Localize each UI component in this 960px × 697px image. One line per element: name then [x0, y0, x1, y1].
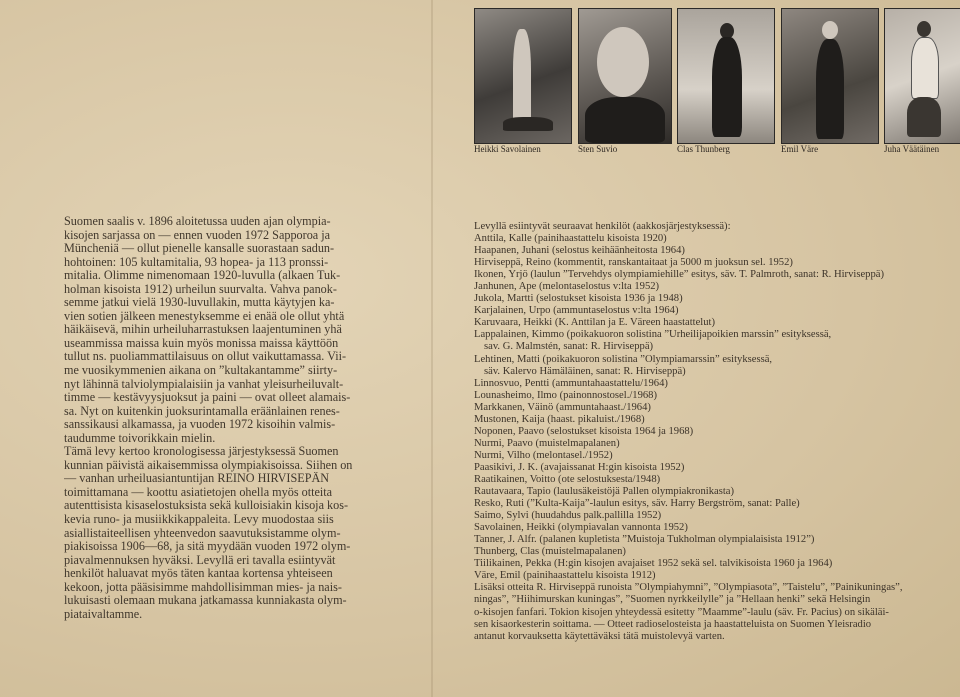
- photo-juha-vaatainen: [884, 8, 960, 144]
- text-line: asiallistaiteellisen yhteenvedon saavutuksistamme olym-: [64, 526, 341, 540]
- text-line: Nurmi, Paavo (muistelmapalanen): [474, 437, 620, 449]
- text-line: Haapanen, Juhani (selostus keihäänheitosta 1964): [474, 245, 685, 257]
- text-line: Raatikainen, Voitto (ote selostuksesta/1948): [474, 473, 661, 485]
- caption-clas-thunberg: Clas Thunberg: [677, 144, 730, 154]
- photo-sten-suvio: [578, 8, 672, 144]
- text-line: me vuosikymmenien aikana on ”kultakantamme” siirty-: [64, 364, 338, 378]
- text-line: Mustonen, Kaija (haast. pikaluist./1968): [474, 413, 645, 425]
- text-line: vien sotien jälkeen menestyksemme ei enää ole ollut yhtä: [64, 309, 345, 323]
- text-line: timme — kestävyysjuoksut ja paini — ovat olleet alamais-: [64, 391, 351, 405]
- text-line: useammissa maissa kuin myös monissa maissa käyttöön: [64, 336, 339, 350]
- text-line: Savolainen, Heikki (olympiavalan vannonta 1952): [474, 522, 688, 534]
- text-line: o-kisojen fanfari. Tokion kisojen yhteydessä esitetty ”Maamme”-laulu (säv. Fr. Pacius) on sikäläi-: [474, 606, 889, 618]
- photo-clas-thunberg: [677, 8, 775, 144]
- text-line: Jukola, Martti (selostukset kisoista 1936 ja 1948): [474, 293, 683, 305]
- text-line: Karjalainen, Urpo (ammuntaselostus v:lta 1964): [474, 305, 679, 317]
- text-line: Karuvaara, Heikki (K. Anttilan ja E. Väreen haastattelut): [474, 317, 716, 329]
- text-line: lukuisasti olemaan mukana jatkamassa kunniakasta olym-: [64, 594, 347, 608]
- text-line: Lappalainen, Kimmo (poikakuoron solistina ”Urheilijapoikien marssin” esityksessä,: [474, 329, 832, 341]
- text-line: toimittamana — koottu asiatietojen ohella myös otteita: [64, 485, 333, 499]
- text-line: holman kisoista 1912) urheilun suurvalta. Vahva panok-: [64, 282, 337, 296]
- text-line: autenttisista kisaselostuksista sekä kulloisiakin kisoja kos-: [64, 499, 349, 513]
- photo-strip: [472, 0, 960, 160]
- page-fold: [431, 0, 433, 697]
- text-line: Resko, Ruti (”Kulta-Kaija”-laulun esitys, säv. Harry Bergström, sanat: Palle): [474, 498, 800, 510]
- text-line: antanut korvauksetta käytettäväksi tätä muistolevyä varten.: [474, 630, 725, 642]
- text-line: piakisoissa 1906—68, ja sitä myydään vuoden 1972 olym-: [64, 540, 351, 554]
- text-line: sanssikausi alkamassa, ja vuoden 1972 kisoihin valmis-: [64, 418, 336, 432]
- text-line: kevia runo- ja musiikkikappaleita. Levy muodostaa siis: [64, 513, 334, 527]
- photo-emil-vare: [781, 8, 879, 144]
- text-line: Noponen, Paavo (selostukset kisoista 1964 ja 1968): [474, 425, 694, 437]
- text-line: — vanhan urheiluasiantuntijan REINO HIRVISEPÄN: [64, 472, 330, 486]
- text-line: säv. Kalervo Hämäläinen, sanat: R. Hirviseppä): [484, 365, 686, 377]
- intro-text: [64, 215, 396, 621]
- text-line: Markkanen, Väinö (ammuntahaast./1964): [474, 401, 651, 413]
- caption-emil-vare: Emil Väre: [781, 144, 819, 154]
- text-line: Ikonen, Yrjö (laulun ”Tervehdys olympiamiehille” esitys, säv. T. Palmroth, sanat: R. Hirviseppä): [474, 269, 884, 281]
- text-line: sen kisaorkesterin soittama. — Otteet radioselosteista ja haastatteluista on Suomen Yleisradio: [474, 618, 872, 630]
- text-line: Tanner, J. Alfr. (palanen kupletista ”Muistoja Tukholman olympialaisista 1912”): [474, 534, 815, 546]
- text-line: Lounasheimo, Ilmo (painonnostosel./1968): [474, 389, 658, 401]
- photo-heikki-savolainen: [474, 8, 572, 144]
- text-line: Levyllä esiintyvät seuraavat henkilöt (aakkosjärjestyksessä):: [474, 221, 731, 232]
- text-line: Thunberg, Clas (muistelmapalanen): [474, 546, 626, 558]
- text-line: Lehtinen, Matti (poikakuoron solistina ”Olympiamarssin” esityksessä,: [474, 353, 773, 365]
- text-line: Linnosvuo, Pentti (ammuntahaastattelu/1964): [474, 377, 668, 389]
- text-line: Saimo, Sylvi (huudahdus palk.pallilla 1952): [474, 510, 662, 522]
- caption-sten-suvio: Sten Suvio: [578, 144, 618, 154]
- text-line: sav. G. Malmstén, sanat: R. Hirviseppä): [484, 341, 654, 353]
- text-line: piataivaltamme.: [64, 607, 143, 621]
- text-line: hohtoinen: 105 kultamitalia, 93 hopea- ja 113 pronssi-: [64, 255, 329, 269]
- text-line: nyt lähinnä talviolympialaisiin ja vanhat yleisurheiluvalt-: [64, 377, 344, 391]
- text-line: ningas”, ”Hiihimurskan kuningas”, ”Suomen nyrkkeilylle” ja ”Hellaan henki” sekä Helsingin: [474, 594, 871, 606]
- text-line: Rautavaara, Tapio (laulusäkeistöjä Pallen olympiakronikasta): [474, 486, 735, 498]
- performers-list: [474, 221, 960, 643]
- text-line: taudumme toivorikkain mielin.: [64, 431, 216, 445]
- text-line: Tiilikainen, Pekka (H:gin kisojen avajaiset 1952 sekä sel. talvikisoista 1960 ja 1964): [474, 558, 833, 570]
- text-line: häikäisevä, mihin urheiluharrastuksen laajentuminen yhä: [64, 323, 342, 337]
- text-line: semme jatkui vielä 1930-luvullakin, mutta käytyjen ka-: [64, 296, 335, 310]
- text-line: kisojen sarjassa on — ennen vuoden 1972 Sapporoa ja: [64, 228, 331, 242]
- text-line: kekoon, jotta pääsisimme mahdollisimman mies- ja nais-: [64, 580, 342, 594]
- text-line: kunnian päivistä aikaisemmissa olympiakisoissa. Siihen on: [64, 458, 353, 472]
- text-line: Tämä levy kertoo kronologisessa järjestyksessä Suomen: [64, 445, 339, 459]
- text-line: piavalmennuksen hyväksi. Levyllä eri tavalla esiintyvät: [64, 553, 336, 567]
- text-line: Nurmi, Vilho (melontasel./1952): [474, 449, 613, 461]
- caption-juha-vaatainen: Juha Väätäinen: [884, 144, 940, 154]
- caption-heikki-savolainen: Heikki Savolainen: [474, 144, 541, 154]
- text-line: sa. Nyt on kuitenkin juoksurintamalla eräänlainen renes-: [64, 404, 340, 418]
- text-line: henkilöt haluavat myös täten kantaa kortensa yhteiseen: [64, 567, 333, 581]
- text-line: Paasikivi, J. K. (avajaissanat H:gin kisoista 1952): [474, 461, 685, 473]
- text-line: mitalia. Olimme nimenomaan 1920-luvulla (alkaen Tuk-: [64, 269, 341, 283]
- text-line: tullut ns. puoliammattilaisuus on ollut vaikuttamassa. Vii-: [64, 350, 347, 364]
- text-line: Väre, Emil (painihaastattelu kisoista 1912): [474, 570, 656, 582]
- text-line: Lisäksi otteita R. Hirviseppä runoista ”Olympiahymni”, ”Olympiasota”, ”Taistelu”, ”Painikuningas”,: [474, 582, 903, 594]
- text-line: Hirviseppä, Reino (kommentit, ranskantaitaat ja 5000 m juoksun sel. 1952): [474, 257, 793, 269]
- text-line: Suomen saalis v. 1896 aloitetussa uuden ajan olympia-: [64, 215, 331, 228]
- text-line: Müncheniä — ollut pienelle kansalle suorastaan sadun-: [64, 242, 335, 256]
- text-line: Janhunen, Ape (melontaselostus v:lta 1952): [474, 281, 660, 293]
- text-line: Anttila, Kalle (painihaastattelu kisoista 1920): [474, 233, 667, 245]
